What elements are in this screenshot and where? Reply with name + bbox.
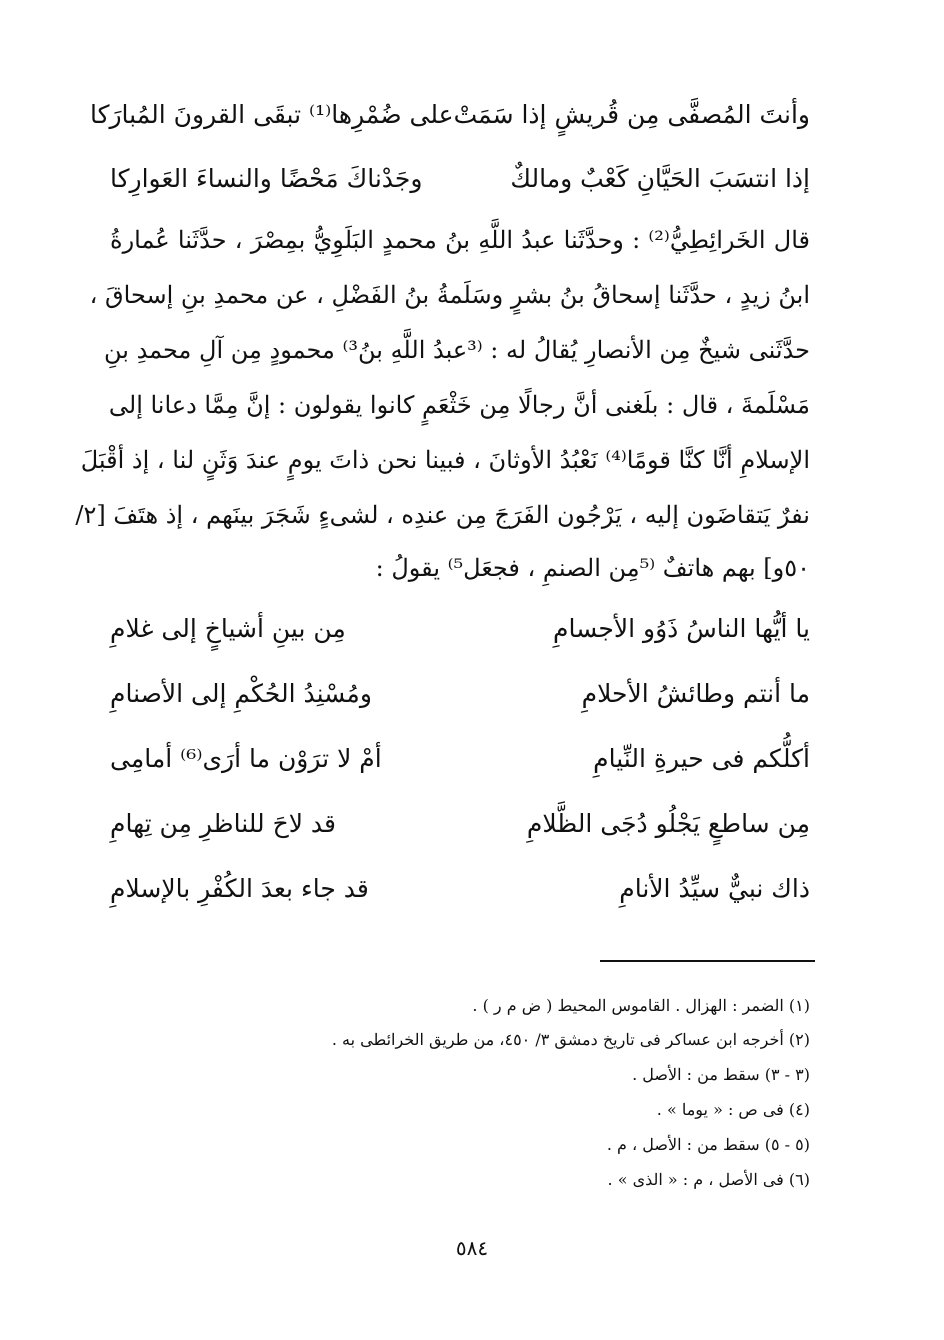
verse-line (110, 667, 810, 719)
footnote: (١) الضمر : الهزال . القاموس المحيط ( ض م ر ) . (472, 996, 810, 1015)
prose-line: ٥٠و] بهم هاتفٌ ⁽⁵مِن الصنمِ ، فجعَل⁵⁾ يقولُ : (375, 554, 810, 582)
footnote: (٦) فى الأصل ، م : « الذى » . (607, 1170, 810, 1189)
prose-line: قال الخَرائِطِيُّ⁽²⁾ : وحدَّثَنا عبدُ اللَّهِ بنُ محمدٍ البَلَوِيُّ بمِصْرَ ، حدَّثَنا عُمارةُ (110, 226, 810, 254)
verse-first-hemistich: إذا انتسَبَ الحَيَّانِ كَعْبٌ ومالكٌ (510, 163, 810, 193)
footnote: (٤) فى ص : « يوما » . (656, 1100, 810, 1119)
verse-first-hemistich: مِن ساطعٍ يَجْلُو دُجَى الظَّلامِ (526, 808, 810, 838)
verse-first-hemistich: ما أنتم وطائشُ الأحلامِ (581, 678, 810, 708)
verse-second-hemistich: على ضُمْرِها⁽¹⁾ تبقَى القرونَ المُبارَكا (89, 99, 454, 129)
verse-first-hemistich: وأنتَ المُصفَّى مِن قُريشٍ إذا سَمَتْ (453, 99, 810, 129)
footnote: (٣ - ٣) سقط من : الأصل . (632, 1065, 810, 1084)
verse-second-hemistich: وجَدْناكَ مَحْضًا والنساءَ العَوارِكا (110, 163, 423, 193)
verse-second-hemistich: ومُسْنِدُ الحُكْمِ إلى الأصنامِ (110, 678, 372, 708)
verse-second-hemistich: قد جاء بعدَ الكُفْرِ بالإسلامِ (110, 873, 369, 903)
verse-second-hemistich: قد لاحَ للناظرِ مِن تِهامِ (110, 808, 337, 838)
verse-line (110, 602, 810, 654)
footnote-separator (600, 960, 815, 962)
verse-second-hemistich: أمْ لا ترَوْن ما أرَى⁽⁶⁾ أمامِى (110, 743, 382, 773)
verse-first-hemistich: يا أيُّها الناسُ ذَوُو الأجسامِ (553, 613, 810, 643)
verse-line (89, 88, 810, 140)
page-number: ٥٨٤ (455, 1236, 489, 1260)
verse-first-hemistich: ذاك نبيٌّ سيِّدُ الأنامِ (619, 873, 810, 903)
footnote: (٢) أخرجه ابن عساكر فى تاريخ دمشق ٣/ ٤٥٠، من طريق الخرائطى به . (331, 1030, 810, 1049)
footnote: (٥ - ٥) سقط من : الأصل ، م . (606, 1135, 810, 1154)
verse-line (110, 797, 810, 849)
prose-line: ابنُ زيدٍ ، حدَّثَنا إسحاقُ بنُ بشرٍ وسَلَمةُ بنُ الفَضْلِ ، عن محمدِ بنِ إسحاقَ ، (89, 281, 810, 309)
verse-second-hemistich: مِن بينِ أشياخٍ إلى غلامِ (110, 613, 346, 643)
prose-line: مَسْلَمةَ ، قال : بلَغنى أنَّ رجالًا مِن خَثْعَمٍ كانوا يقولون : إنَّ مِمَّا دعانا إلى (108, 391, 810, 419)
prose-line: الإسلامِ أنَّا كنَّا قومًا⁽⁴⁾ نَعْبُدُ الأوثانَ ، فبينا نحن ذاتَ يومٍ عندَ وَثَنٍ لنا ، إذ أقْبَلَ (80, 446, 810, 474)
verse-first-hemistich: أكلُّكم فى حيرةِ النِّيامِ (593, 743, 810, 773)
prose-line: نفرٌ يَتقاضَون إليه ، يَرْجُون الفَرَجَ مِن عندِه ، لشىءٍ شَجَرَ بينَهم ، إذ هتَفَ [٢/ (75, 501, 810, 529)
prose-line: حدَّثَنى شيخٌ مِن الأنصارِ يُقالُ له : ⁽³عبدُ اللَّهِ بنُ³⁾ محمودٍ مِن آلِ محمدِ بنِ (104, 336, 810, 364)
verse-line (110, 152, 810, 204)
verse-line (110, 862, 810, 914)
verse-line (110, 732, 810, 784)
